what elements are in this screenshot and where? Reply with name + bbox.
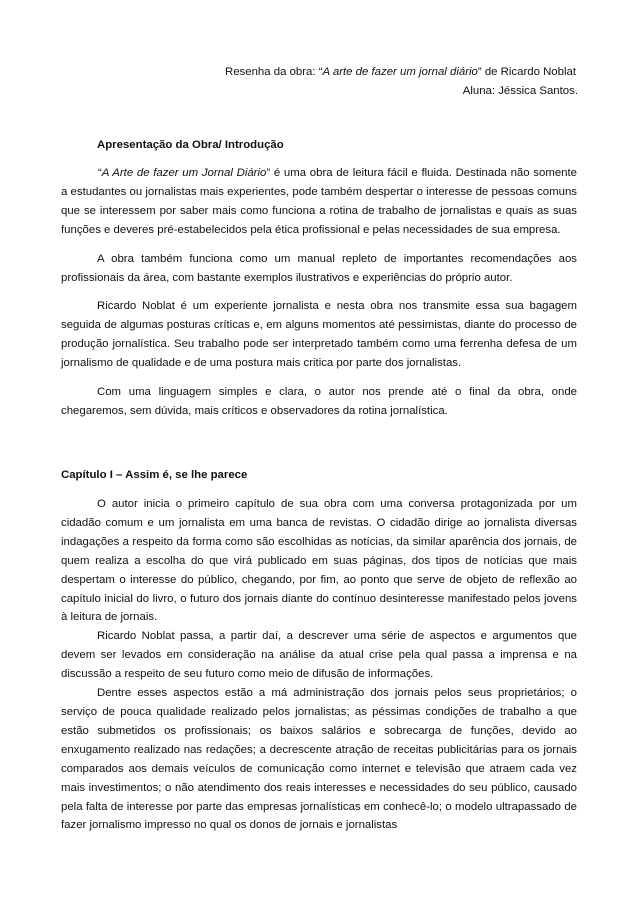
book-title: A arte de fazer um jornal diário (322, 66, 478, 78)
paragraph: A obra também funciona como um manual repleto de importantes recomendações aos profissionais da área, com bastante exemplos ilustrativos e experiências do próprio autor. (61, 252, 577, 284)
section-heading-chapter-1: Capítulo I – Assim é, se lhe parece (61, 469, 248, 481)
quote-open: “ (98, 167, 102, 179)
paragraph: O autor inicia o primeiro capítulo de sua obra com uma conversa protagonizada por um cidadão comum e um jornalista em uma banca de revistas. O cidadão dirige ao jornalista diversas indagações a respeito da forma como são escolhidas as notícias, da similar aparência dos jornais, de quem realiza a escolha do que virá publicado em suas páginas, dos tipos de notícias que mais despertam o interesse do público, chegando, por fim, ao ponto que serve de objeto de reflexão ao capítulo inicial do livro, o futuro dos jornais diante do contínuo desinteresse manifestado pelos jovens à leitura de jornais. (61, 498, 577, 624)
review-title (225, 63, 576, 82)
paragraph: Ricardo Noblat passa, a partir daí, a descrever uma série de aspectos e argumentos que devem ser levados em consideração na análise da atual crise pela qual passa a imprensa e na discussão a respeito de seu futuro como meio de difusão de informações. (61, 630, 577, 681)
book-title-inline: A Arte de fazer um Jornal Diário (101, 167, 267, 179)
section-chapter-1-body (61, 495, 577, 835)
paragraph: Com uma linguagem simples e clara, o autor nos prende até o final da obra, onde chegaremos, sem dúvida, mais críticos e observadores da rotina jornalística. (61, 386, 577, 417)
paragraph-text: ” é uma obra de leitura fácil e fluida. Destinada não somente a estudantes ou jornalistas mais experientes, pode também despertar o interesse de pessoas comuns que se interessem por saber mais como funciona a rotina de trabalho de jornalistas e quais as suas funções e deveres pré-estabelecidos pela ética profissional e pelas necessidades de sua empresa. (61, 167, 577, 236)
paragraph (61, 164, 577, 240)
paragraph: Ricardo Noblat é um experiente jornalista e nesta obra nos transmite essa sua bagagem seguida de algumas posturas críticas e, em alguns momentos até pessimistas, diante do processo de produção jornalística. Seu trabalho pode ser interpretado também como uma ferrenha defesa de um jornalismo de qualidade e de uma postura mais critica por parte dos jornalistas. (61, 300, 577, 370)
review-title-suffix: ” de Ricardo Noblat (477, 66, 576, 78)
paragraph: Dentre esses aspectos estão a má administração dos jornais pelos seus proprietários; o serviço de pouca qualidade realizado pelos jornalistas; as péssimas condições de trabalho a que estão submetidos os profissionais; os baixos salários e sobrecarga de funções, devido ao enxugamento realizado nas redações; a decrescente atração de receitas publicitárias para os jornais comparados aos demais veículos de comunicação como internet e televisão que atraem cada vez mais investimentos; o não atendimento dos reais interesses e necessidades do seu público, causado pela falta de interesse por parte das empresas jornalísticas em conhecê-lo; o modelo ultrapassado de fazer jornalismo impresso no qual os donos de jornais e jornalistas (61, 687, 577, 832)
section-introduction-body (61, 164, 577, 421)
section-heading-introduction: Apresentação da Obra/ Introdução (97, 139, 284, 151)
review-title-prefix: Resenha da obra: “ (225, 66, 323, 78)
student-name: Aluna: Jéssica Santos. (462, 85, 578, 97)
